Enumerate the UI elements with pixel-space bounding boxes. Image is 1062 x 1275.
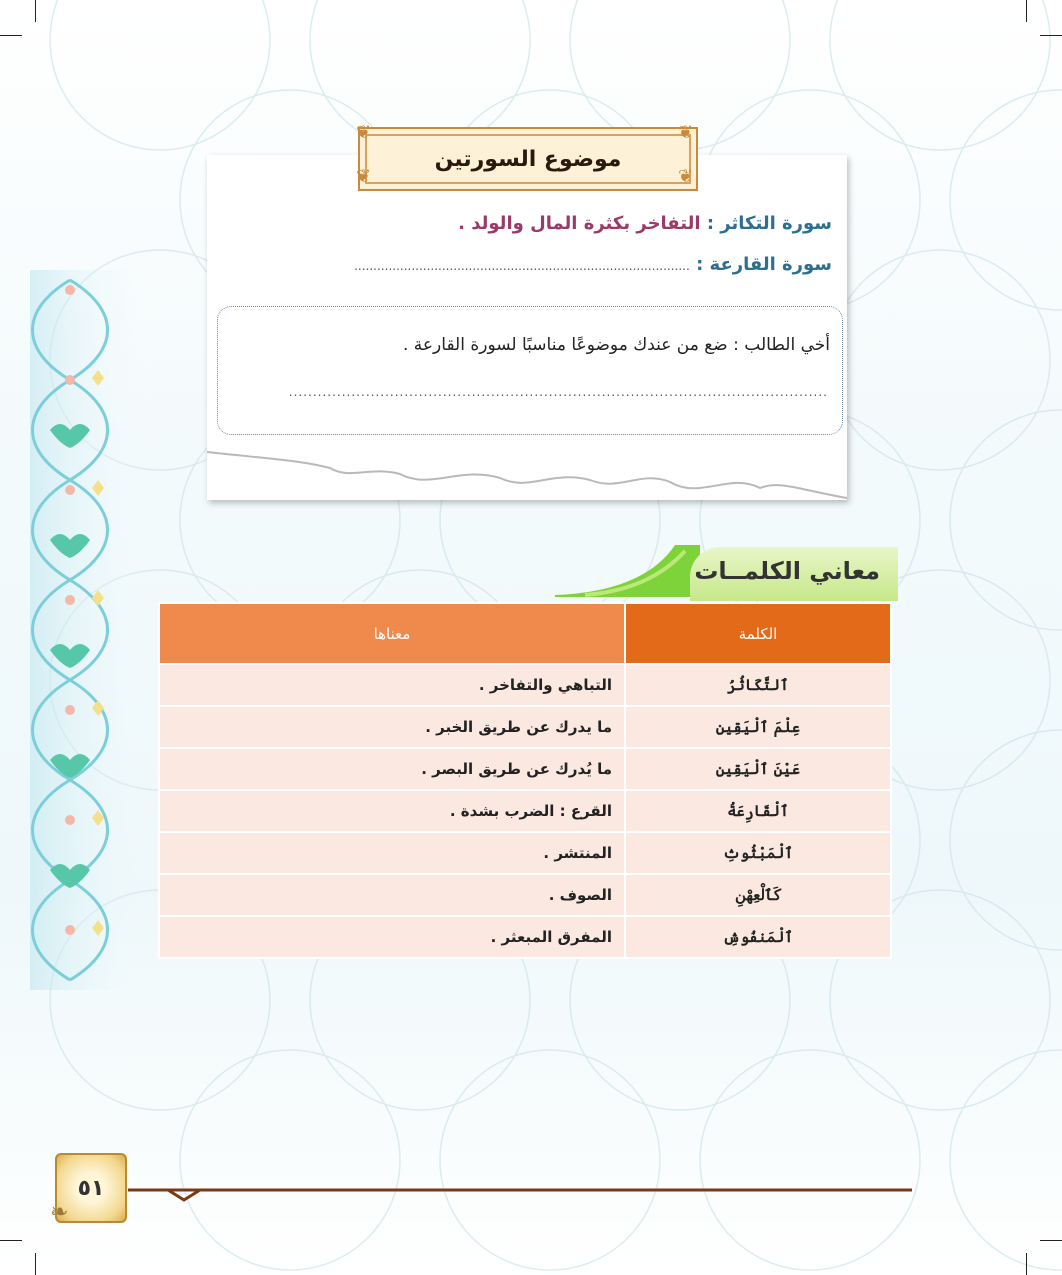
header-word: الكلمة: [625, 603, 891, 664]
word-cell: كَٱلْعِهْنِ: [625, 874, 891, 916]
table-row: [159, 916, 891, 958]
crop-mark: [0, 1240, 22, 1241]
word-cell: عَيْنَ ٱلْيَقِينِ: [625, 748, 891, 790]
student-note-box: [217, 306, 843, 435]
student-note-blank[interactable]: ................................................................................................................: [288, 385, 828, 399]
footer-divider: [128, 1180, 912, 1204]
student-note-text: أخي الطالب : ضع من عندك موضوعًا مناسبًا لسورة القارعة .: [402, 335, 830, 355]
table-row: [159, 874, 891, 916]
crop-mark: [0, 35, 22, 36]
flourish-icon: ❦: [678, 122, 694, 143]
table-row: [159, 748, 891, 790]
takathur-topic: التفاخر بكثرة المال والولد .: [458, 213, 701, 234]
word-cell: عِلْمَ ٱلْيَقِينِ: [625, 706, 891, 748]
section-tab: [690, 547, 898, 601]
crop-mark: [1026, 1253, 1027, 1275]
crop-mark: [35, 0, 36, 22]
table-header-row: [159, 603, 891, 664]
meaning-cell: المفرق المبعثر .: [159, 916, 625, 958]
page-number: ٥١: [77, 1175, 105, 1201]
word-meanings-table: [158, 602, 892, 959]
word-cell: ٱلْمَنفُوشِ: [625, 916, 891, 958]
meaning-cell: التباهي والتفاخر .: [159, 664, 625, 706]
torn-paper-edge: [200, 430, 860, 510]
meaning-cell: ما يدرك عن طريق الخبر .: [159, 706, 625, 748]
section-title: معاني الكلمــات: [694, 557, 880, 585]
tab-swoosh: [555, 545, 700, 597]
crop-mark: [1040, 1240, 1062, 1241]
takathur-topic-line: [458, 213, 832, 234]
crop-mark: [35, 1253, 36, 1275]
table-row: [159, 706, 891, 748]
crop-mark: [1026, 0, 1027, 22]
crop-mark: [1040, 35, 1062, 36]
meaning-cell: الصوف .: [159, 874, 625, 916]
qariah-label: سورة القارعة :: [696, 254, 832, 275]
flourish-icon: ❧: [50, 1200, 69, 1225]
word-cell: ٱلتَّكَاثُرُ: [625, 664, 891, 706]
word-cell: ٱلْقَارِعَةُ: [625, 790, 891, 832]
meaning-cell: القرع : الضرب بشدة .: [159, 790, 625, 832]
flourish-icon: ❦: [356, 166, 372, 187]
meaning-cell: ما يُدرك عن طريق البصر .: [159, 748, 625, 790]
topic-title-frame: [358, 127, 698, 191]
flourish-icon: ❦: [356, 122, 372, 143]
topic-title: موضوع السورتين: [434, 146, 622, 172]
table-row: [159, 664, 891, 706]
table-row: [159, 790, 891, 832]
side-ornament-band: [30, 270, 160, 990]
qariah-topic-line: [354, 254, 832, 275]
table-row: [159, 832, 891, 874]
takathur-label: سورة التكاثر :: [706, 213, 832, 234]
word-cell: ٱلْمَبْثُوثِ: [625, 832, 891, 874]
qariah-answer-blank[interactable]: ........................................................................................: [354, 259, 690, 273]
meaning-cell: المنتشر .: [159, 832, 625, 874]
header-meaning: معناها: [159, 603, 625, 664]
flourish-icon: ❦: [678, 166, 694, 187]
